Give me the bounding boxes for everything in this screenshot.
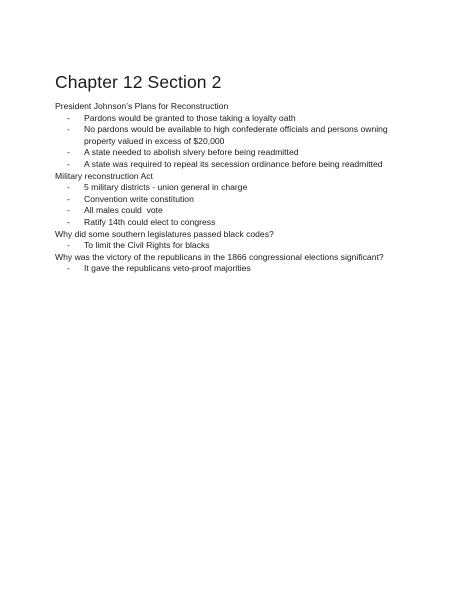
list-item-text: A state was required to repeal its secession ordinance before being readmitted: [84, 158, 383, 169]
bullet-dash: -: [67, 263, 70, 274]
section-johnson-plans: [55, 101, 465, 171]
section-1866-elections: [55, 252, 465, 275]
section-heading: Military reconstruction Act: [55, 170, 153, 181]
bullet-dash: -: [67, 193, 70, 204]
section-military-act: [55, 171, 465, 229]
bullet-dash: -: [67, 147, 70, 158]
bullet-dash: -: [67, 112, 70, 123]
list-item: [55, 124, 465, 147]
list-item: [55, 205, 465, 217]
list-item: [55, 263, 465, 275]
list-item-text: It gave the republicans veto-proof majorities: [84, 263, 251, 274]
list-item-text: No pardons would be available to high confederate officials and persons owning property valued in excess of $20,000: [84, 124, 388, 146]
list-item: [55, 147, 465, 159]
section-black-codes: [55, 229, 465, 252]
document-page: [55, 72, 465, 275]
list-item: [55, 194, 465, 206]
section-heading: President Johnson’s Plans for Reconstruction: [55, 101, 229, 111]
list-item-text: 5 military districts - union general in charge: [84, 182, 248, 193]
bullet-dash: -: [67, 240, 70, 251]
list-item-text: Ratify 14th could elect to congress: [84, 216, 216, 227]
page-title: Chapter 12 Section 2: [55, 72, 222, 92]
list-item: [55, 217, 465, 229]
bullet-dash: -: [67, 216, 70, 227]
list-item-text: To limit the Civil Rights for blacks: [84, 240, 210, 251]
list-item: [55, 182, 465, 194]
section-heading: Why was the victory of the republicans in the 1866 congressional elections significant?: [55, 251, 384, 262]
bullet-dash: -: [67, 205, 70, 216]
bullet-dash: -: [67, 124, 70, 135]
list-item-text: All males could vote: [84, 205, 163, 216]
bullet-dash: -: [67, 158, 70, 169]
list-item: [55, 113, 465, 125]
list-item-text: Convention write constitution: [84, 193, 194, 204]
list-item: [55, 240, 465, 252]
list-item-text: Pardons would be granted to those taking a loyalty oath: [84, 112, 296, 123]
section-heading: Why did some southern legislatures passed black codes?: [55, 228, 274, 239]
bullet-dash: -: [67, 182, 70, 193]
list-item: [55, 159, 465, 171]
list-item-text: A state needed to abolish slvery before being readmitted: [84, 147, 299, 158]
